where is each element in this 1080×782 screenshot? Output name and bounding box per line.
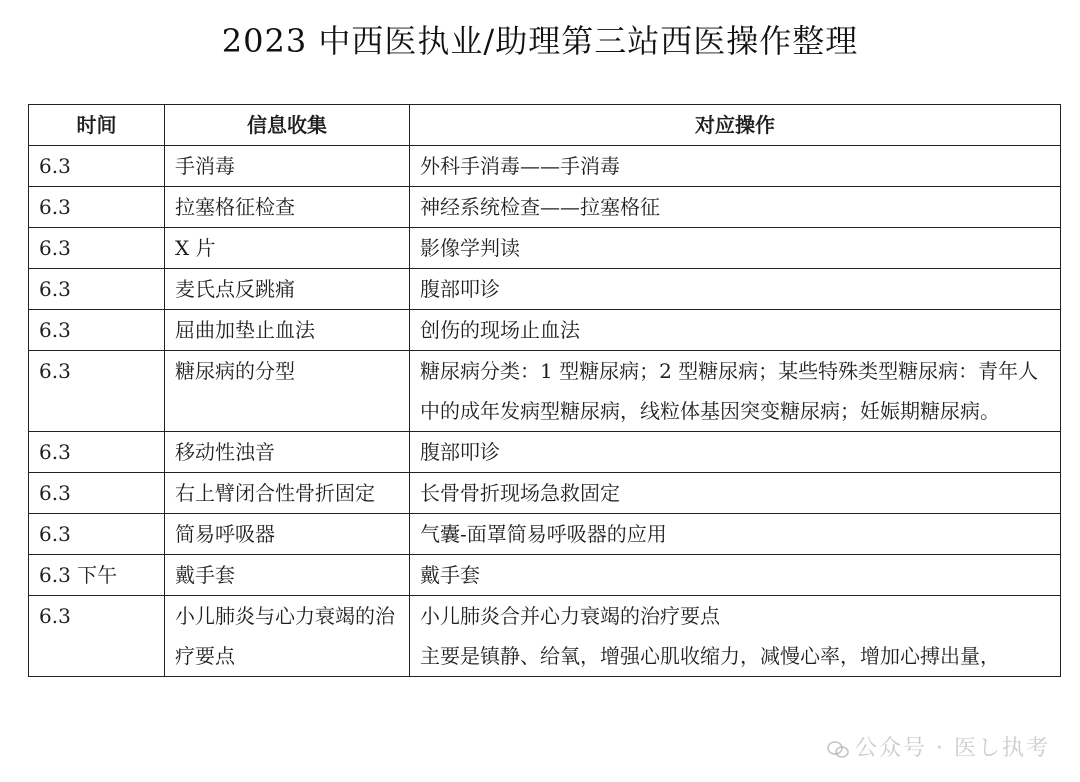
cell-operation: 外科手消毒——手消毒 [410, 146, 1061, 187]
cell-operation: 戴手套 [410, 555, 1061, 596]
table-row [29, 310, 1061, 351]
cell-operation: 长骨骨折现场急救固定 [410, 473, 1061, 514]
cell-operation: 影像学判读 [410, 228, 1061, 269]
page-title: 2023 中西医执业/助理第三站西医操作整理 [221, 22, 859, 60]
cell-time: 6.3 [29, 187, 165, 228]
cell-time: 6.3 [29, 514, 165, 555]
cell-operation [410, 596, 1061, 677]
table-row [29, 146, 1061, 187]
table-row [29, 555, 1061, 596]
operation-line-1: 小儿肺炎合并心力衰竭的治疗要点 [420, 604, 720, 628]
cell-info: X 片 [165, 228, 410, 269]
table-row [29, 351, 1061, 432]
cell-info: 简易呼吸器 [165, 514, 410, 555]
table-row [29, 228, 1061, 269]
cell-operation: 神经系统检查——拉塞格征 [410, 187, 1061, 228]
cell-info: 拉塞格征检查 [165, 187, 410, 228]
cell-info: 屈曲加垫止血法 [165, 310, 410, 351]
cell-time: 6.3 [29, 596, 165, 677]
cell-info: 小儿肺炎与心力衰竭的治疗要点 [165, 596, 410, 677]
cell-operation: 糖尿病分类：1 型糖尿病；2 型糖尿病；某些特殊类型糖尿病：青年人中的成年发病型糖尿病，线粒体基因突变糖尿病；妊娠期糖尿病。 [410, 351, 1061, 432]
cell-time: 6.3 [29, 228, 165, 269]
cell-info: 戴手套 [165, 555, 410, 596]
table-row [29, 596, 1061, 677]
cell-time: 6.3 [29, 310, 165, 351]
cell-time: 6.3 [29, 146, 165, 187]
table-row [29, 514, 1061, 555]
cell-operation: 创伤的现场止血法 [410, 310, 1061, 351]
header-info: 信息收集 [165, 105, 410, 146]
cell-time: 6.3 [29, 269, 165, 310]
header-operation: 对应操作 [410, 105, 1061, 146]
cell-operation: 气囊-面罩简易呼吸器的应用 [410, 514, 1061, 555]
cell-operation: 腹部叩诊 [410, 269, 1061, 310]
cell-info: 移动性浊音 [165, 432, 410, 473]
table-row [29, 432, 1061, 473]
cell-info: 手消毒 [165, 146, 410, 187]
cell-time: 6.3 [29, 432, 165, 473]
cell-time: 6.3 [29, 351, 165, 432]
cell-operation: 腹部叩诊 [410, 432, 1061, 473]
operation-table [28, 104, 1061, 677]
cell-time: 6.3 [29, 473, 165, 514]
cell-info: 糖尿病的分型 [165, 351, 410, 432]
table-header-row [29, 105, 1061, 146]
cell-info: 右上臂闭合性骨折固定 [165, 473, 410, 514]
table-row [29, 269, 1061, 310]
table-row [29, 187, 1061, 228]
table-row [29, 473, 1061, 514]
header-time: 时间 [29, 105, 165, 146]
watermark [827, 731, 1050, 762]
operation-line-2: 主要是镇静、给氧，增强心肌收缩力，减慢心率，增加心搏出量， [420, 644, 1000, 668]
watermark-text: 公众号 · 医し执考 [855, 736, 1050, 761]
cell-info: 麦氏点反跳痛 [165, 269, 410, 310]
cell-time: 6.3 下午 [29, 555, 165, 596]
wechat-icon [827, 740, 849, 758]
